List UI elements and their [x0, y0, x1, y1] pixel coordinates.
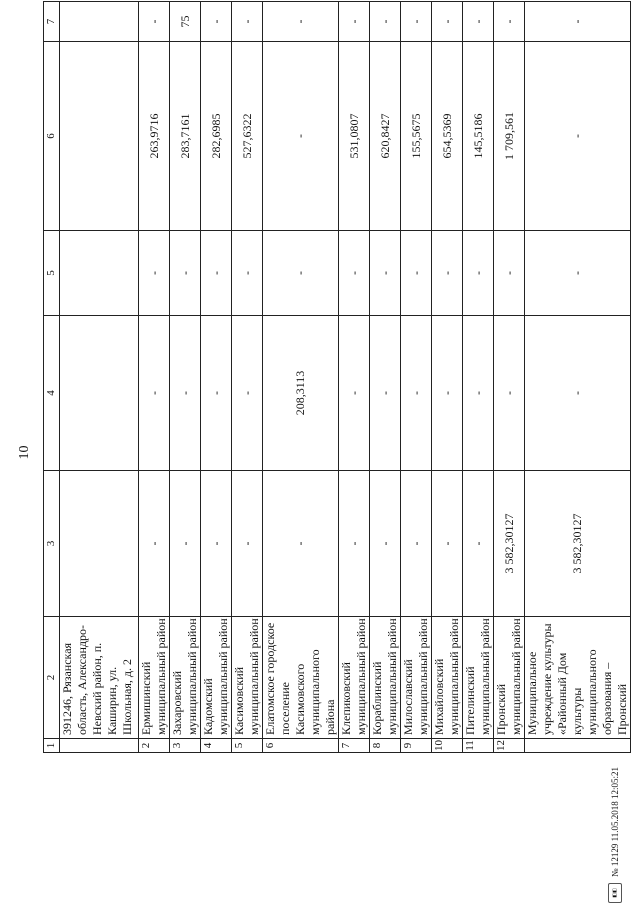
cell-col6: -: [263, 42, 339, 231]
row-name: 391246, Рязанская область, Александро-Невский район, п. Каширин, ул. Школьная, д. 2: [60, 617, 139, 739]
cell-col4: -: [170, 316, 201, 471]
cell-col4: -: [232, 316, 263, 471]
cell-col6: -: [525, 42, 631, 231]
cell-col6: [60, 42, 139, 231]
cell-col3: -: [139, 471, 170, 617]
row-name: Милославский муниципальный район: [401, 617, 432, 739]
cell-col6: 263,9716: [139, 42, 170, 231]
row-name: Ермишинский муниципальный район: [139, 617, 170, 739]
table-row: [494, 2, 525, 753]
cell-col3: -: [432, 471, 463, 617]
cell-col5: -: [432, 231, 463, 316]
cell-col5: -: [339, 231, 370, 316]
cell-col5: -: [401, 231, 432, 316]
cell-col7: -: [401, 2, 432, 42]
cell-col5: -: [525, 231, 631, 316]
data-table: [43, 1, 631, 753]
cell-col7: -: [525, 2, 631, 42]
cell-col6: 283,7161: [170, 42, 201, 231]
table-row: [201, 2, 232, 753]
col-header: 1: [44, 739, 60, 753]
cell-col3: 3 582,30127: [525, 471, 631, 617]
table-row: [339, 2, 370, 753]
table-row: [401, 2, 432, 753]
row-number: 10: [432, 739, 463, 753]
row-name: Клепиковский муниципальный район: [339, 617, 370, 739]
cell-col6: 620,8427: [370, 42, 401, 231]
row-number: 3: [170, 739, 201, 753]
row-name: Михайловский муниципальный район: [432, 617, 463, 739]
cell-col4: -: [370, 316, 401, 471]
cell-col5: -: [463, 231, 494, 316]
cell-col3: -: [463, 471, 494, 617]
row-number: 2: [139, 739, 170, 753]
cell-col4: -: [201, 316, 232, 471]
cell-col7: -: [232, 2, 263, 42]
row-number: 7: [339, 739, 370, 753]
stamp-text: № 12129 11.05.2018 12:05:21: [610, 766, 620, 877]
cell-col4: [60, 316, 139, 471]
cell-col7: -: [494, 2, 525, 42]
col-header: 4: [44, 316, 60, 471]
col-header: 5: [44, 231, 60, 316]
row-name: Елатомское городское поселение Касимовского муниципального района: [263, 617, 339, 739]
cell-col4: -: [494, 316, 525, 471]
cell-col6: 155,5675: [401, 42, 432, 231]
row-name: Пронский муниципальный район: [494, 617, 525, 739]
cell-col6: 531,0807: [339, 42, 370, 231]
row-name: Кораблинский муниципальный район: [370, 617, 401, 739]
cell-col4: -: [339, 316, 370, 471]
cell-col3: -: [232, 471, 263, 617]
cell-col5: -: [370, 231, 401, 316]
cell-col7: -: [139, 2, 170, 42]
cell-col4: -: [525, 316, 631, 471]
cell-col6: 282,6985: [201, 42, 232, 231]
page-number: 10: [17, 445, 32, 460]
cell-col7: -: [370, 2, 401, 42]
cell-col3: -: [370, 471, 401, 617]
cell-col3: 3 582,30127: [494, 471, 525, 617]
col-header: 3: [44, 471, 60, 617]
cell-col5: -: [263, 231, 339, 316]
row-number: 4: [201, 739, 232, 753]
cell-col3: -: [339, 471, 370, 617]
cell-col5: -: [232, 231, 263, 316]
cell-col7: -: [339, 2, 370, 42]
header-row: [44, 2, 60, 753]
row-number: [60, 739, 139, 753]
row-name: Кадомский муниципальный район: [201, 617, 232, 739]
table-row: [139, 2, 170, 753]
cell-col4: -: [401, 316, 432, 471]
row-name: Муниципальное учреждение культуры «Районный Дом культуры муниципального образования – Пронский: [525, 617, 631, 739]
cell-col4: 208,3113: [263, 316, 339, 471]
cell-col4: -: [139, 316, 170, 471]
row-number: [525, 739, 631, 753]
table-row: [370, 2, 401, 753]
row-number: 5: [232, 739, 263, 753]
table-row: [525, 2, 631, 753]
cell-col3: -: [263, 471, 339, 617]
cell-col5: -: [201, 231, 232, 316]
col-header: 7: [44, 2, 60, 42]
registry-logo-icon: ◧◧: [608, 883, 622, 903]
row-name: Пителинский муниципальный район: [463, 617, 494, 739]
cell-col4: -: [463, 316, 494, 471]
cell-col3: -: [170, 471, 201, 617]
row-number: 8: [370, 739, 401, 753]
table-row: [432, 2, 463, 753]
row-number: 9: [401, 739, 432, 753]
row-number: 12: [494, 739, 525, 753]
col-header: 6: [44, 42, 60, 231]
row-number: 6: [263, 739, 339, 753]
cell-col3: -: [401, 471, 432, 617]
cell-col7: 75: [170, 2, 201, 42]
cell-col7: -: [263, 2, 339, 42]
cell-col7: -: [432, 2, 463, 42]
cell-col7: -: [463, 2, 494, 42]
cell-col3: -: [201, 471, 232, 617]
cell-col5: -: [170, 231, 201, 316]
cell-col7: [60, 2, 139, 42]
row-name: Захаровский муниципальный район: [170, 617, 201, 739]
table-row: [60, 2, 139, 753]
cell-col5: [60, 231, 139, 316]
cell-col5: -: [494, 231, 525, 316]
cell-col6: 1 709,561: [494, 42, 525, 231]
table-row: [170, 2, 201, 753]
cell-col7: -: [201, 2, 232, 42]
cell-col6: 527,6322: [232, 42, 263, 231]
document-stamp: [608, 767, 622, 903]
cell-col4: -: [432, 316, 463, 471]
table-row: [463, 2, 494, 753]
cell-col6: 654,5369: [432, 42, 463, 231]
col-header: 2: [44, 617, 60, 739]
table-row: [263, 2, 339, 753]
row-number: 11: [463, 739, 494, 753]
cell-col6: 145,5186: [463, 42, 494, 231]
row-name: Касимовский муниципальный район: [232, 617, 263, 739]
cell-col3: [60, 471, 139, 617]
cell-col5: -: [139, 231, 170, 316]
table-row: [232, 2, 263, 753]
